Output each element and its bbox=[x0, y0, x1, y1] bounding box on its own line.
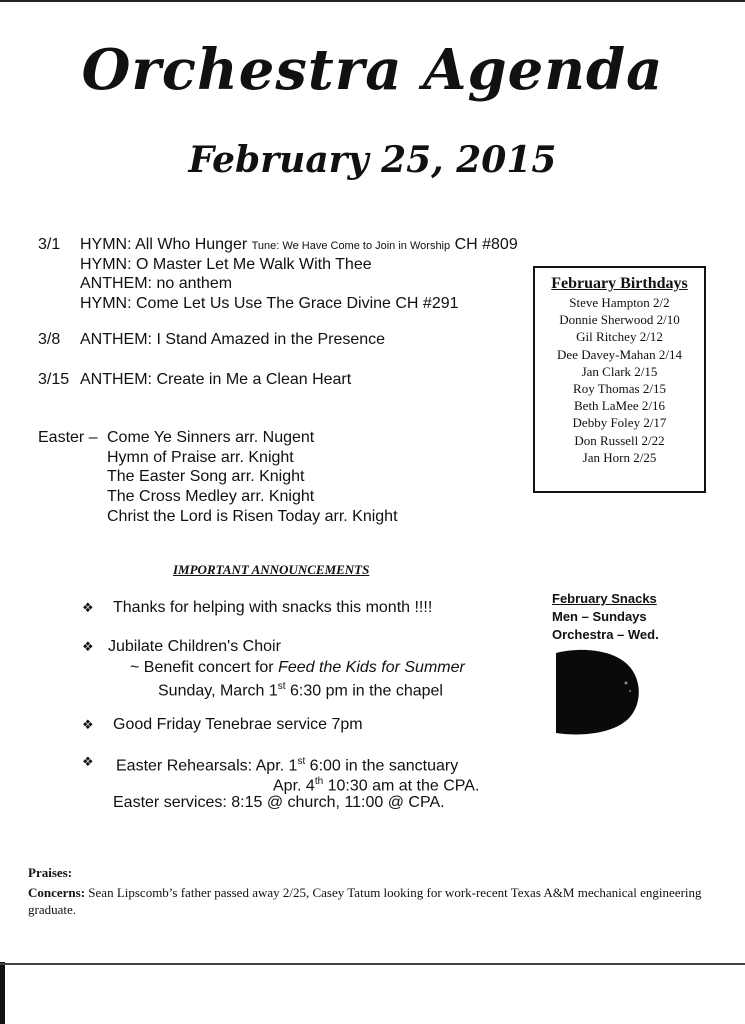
schedule-line-4: HYMN: Come Let Us Use The Grace Divine CH #291 bbox=[80, 295, 459, 312]
benefit-prefix: ~ Benefit concert for bbox=[130, 659, 279, 676]
announcement-snacks: Thanks for helping with snacks this month !!!! bbox=[113, 599, 433, 616]
rehearsal-label: Easter Rehearsals: Apr. 1 bbox=[116, 757, 298, 775]
praises-label: Praises: bbox=[28, 865, 73, 880]
birthday-item: Roy Thomas 2/15 bbox=[573, 381, 666, 397]
scan-edge-bottom bbox=[0, 963, 745, 965]
bullet-icon: ❖ bbox=[82, 754, 94, 769]
concerns-paragraph bbox=[28, 884, 718, 918]
benefit-cause: Feed the Kids for Summer bbox=[278, 659, 465, 676]
schedule-line-2: HYMN: O Master Let Me Walk With Thee bbox=[80, 256, 372, 273]
birthday-item: Dee Davey-Mahan 2/14 bbox=[557, 346, 682, 362]
announcement-choir-benefit bbox=[130, 658, 465, 678]
hymn-1-tune: Tune: We Have Come to Join in Worship bbox=[251, 240, 451, 252]
birthday-item: Beth LaMee 2/16 bbox=[574, 398, 665, 414]
bullet-icon: ❖ bbox=[82, 639, 94, 654]
scan-edge-left bbox=[0, 962, 5, 1024]
announcement-tenebrae: Good Friday Tenebrae service 7pm bbox=[113, 716, 363, 733]
birthday-item: Debby Foley 2/17 bbox=[572, 415, 667, 431]
concerns-text: Sean Lipscomb’s father passed away 2/25, Casey Tatum looking for work-recent Texas A&M mechanical engineering graduate. bbox=[28, 885, 702, 917]
date-3-1: 3/1 bbox=[38, 236, 61, 253]
rehearsal-l2-pre: Apr. 4 bbox=[273, 777, 315, 795]
snacks-men: Men – Sundays bbox=[552, 609, 647, 624]
announcement-easter-services: Easter services: 8:15 @ church, 11:00 @ CPA. bbox=[113, 794, 445, 811]
easter-item: Christ the Lord is Risen Today arr. Knight bbox=[107, 508, 398, 525]
easter-item: Hymn of Praise arr. Knight bbox=[107, 449, 294, 466]
birthday-item: Donnie Sherwood 2/10 bbox=[559, 312, 680, 328]
easter-label: Easter – bbox=[38, 429, 98, 446]
bullet-icon: ❖ bbox=[82, 717, 94, 732]
snacks-orchestra: Orchestra – Wed. bbox=[552, 627, 659, 642]
announcement-choir: Jubilate Children's Choir bbox=[108, 638, 281, 655]
rehearsal-sup-2: th bbox=[314, 776, 324, 787]
schedule-line-5: ANTHEM: I Stand Amazed in the Presence bbox=[80, 331, 386, 348]
rehearsal-sup-1: st bbox=[297, 756, 306, 767]
hymn-1-ch: CH #809 bbox=[454, 236, 518, 253]
date-3-8: 3/8 bbox=[38, 331, 61, 348]
choir-date-pre: Sunday, March 1 bbox=[158, 682, 278, 700]
choir-date-sup: st bbox=[277, 681, 286, 692]
snack-clipart-icon bbox=[550, 645, 645, 737]
birthday-item: Don Russell 2/22 bbox=[574, 432, 665, 448]
page-title: Orchestra Agenda bbox=[81, 37, 664, 103]
agenda-date: February 25, 2015 bbox=[188, 139, 557, 181]
schedule-line-1 bbox=[80, 235, 518, 256]
snacks-title: February Snacks bbox=[552, 591, 657, 606]
announcements-heading: IMPORTANT ANNOUNCEMENTS bbox=[173, 562, 370, 577]
rehearsal-l2-post: 10:30 am at the CPA. bbox=[323, 777, 480, 795]
easter-item: The Cross Medley arr. Knight bbox=[107, 488, 315, 505]
birthday-item: Gil Ritchey 2/12 bbox=[576, 329, 663, 345]
schedule-line-6: ANTHEM: Create in Me a Clean Heart bbox=[80, 371, 352, 388]
schedule-line-3: ANTHEM: no anthem bbox=[80, 275, 233, 292]
easter-item: The Easter Song arr. Knight bbox=[107, 468, 305, 485]
bullet-icon: ❖ bbox=[82, 600, 94, 615]
birthday-item: Steve Hampton 2/2 bbox=[569, 295, 670, 310]
birthdays-title: February Birthdays bbox=[551, 275, 688, 292]
hymn-1-label: HYMN: All Who Hunger bbox=[80, 236, 248, 253]
scan-edge-top bbox=[0, 0, 745, 2]
birthday-item: Jan Clark 2/15 bbox=[581, 363, 658, 379]
date-3-15: 3/15 bbox=[38, 371, 70, 388]
birthdays-box bbox=[533, 266, 706, 493]
choir-date-post: 6:30 pm in the chapel bbox=[285, 682, 443, 700]
rehearsal-rest-1: 6:00 in the sanctuary bbox=[305, 757, 459, 775]
announcement-choir-date bbox=[158, 677, 443, 701]
birthday-item: Jan Horn 2/25 bbox=[582, 449, 657, 465]
easter-item: Come Ye Sinners arr. Nugent bbox=[107, 429, 315, 446]
concerns-label: Concerns: bbox=[28, 885, 86, 900]
